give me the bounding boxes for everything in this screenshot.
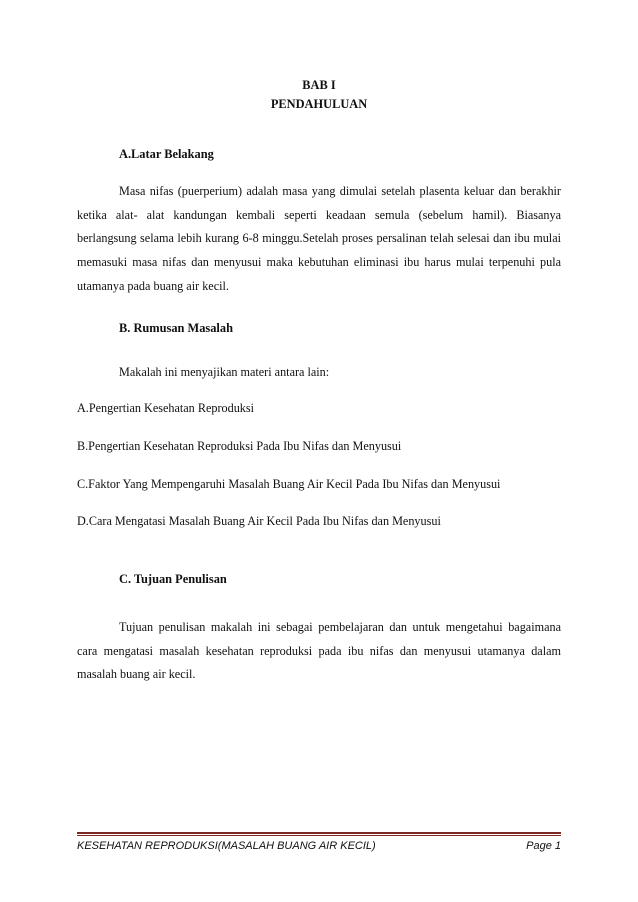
footer-title: KESEHATAN REPRODUKSI(MASALAH BUANG AIR KECIL) — [77, 840, 376, 852]
section-b-intro: Makalah ini menyajikan materi antara lain: — [119, 365, 330, 379]
list-item: D.Cara Mengatasi Masalah Buang Air Kecil Pada Ibu Nifas dan Menyusui — [77, 514, 441, 528]
section-b-heading: B. Rumusan Masalah — [119, 321, 233, 335]
footer-rule — [77, 832, 561, 834]
list-item: A.Pengertian Kesehatan Reproduksi — [77, 401, 255, 415]
section-c-paragraph: Tujuan penulisan makalah ini sebagai pembelajaran dan untuk mengetahui bagaimana cara mengatasi masalah kesehatan reproduksi pada ibu nifas dan menyusui utamanya dalam masalah buang air kecil. — [77, 620, 561, 682]
list-item: B.Pengertian Kesehatan Reproduksi Pada Ibu Nifas dan Menyusui — [77, 439, 402, 453]
section-a-paragraph: Masa nifas (puerperium) adalah masa yang dimulai setelah plasenta keluar dan berakhir ketika alat- alat kandungan kembali seperti keadaan semula (sebelum hamil). Biasanya berlangsung selama lebih kurang 6-8 minggu.Setelah proses persalinan telah selesai dan ibu mulai memasuki masa nifas dan menyusui maka kebutuhan eliminasi ibu harus mulai terpenuhi pula utamanya pada buang air kecil. — [77, 184, 561, 293]
section-c-heading: C. Tujuan Penulisan — [119, 572, 227, 586]
footer-rule — [77, 835, 561, 836]
chapter-title: PENDAHULUAN — [270, 97, 368, 111]
chapter-label: BAB I — [302, 78, 336, 92]
section-a-heading: A.Latar Belakang — [119, 147, 214, 161]
list-item: C.Faktor Yang Mempengaruhi Masalah Buang Air Kecil Pada Ibu Nifas dan Menyusui — [77, 477, 501, 491]
page-number: Page 1 — [526, 840, 561, 852]
